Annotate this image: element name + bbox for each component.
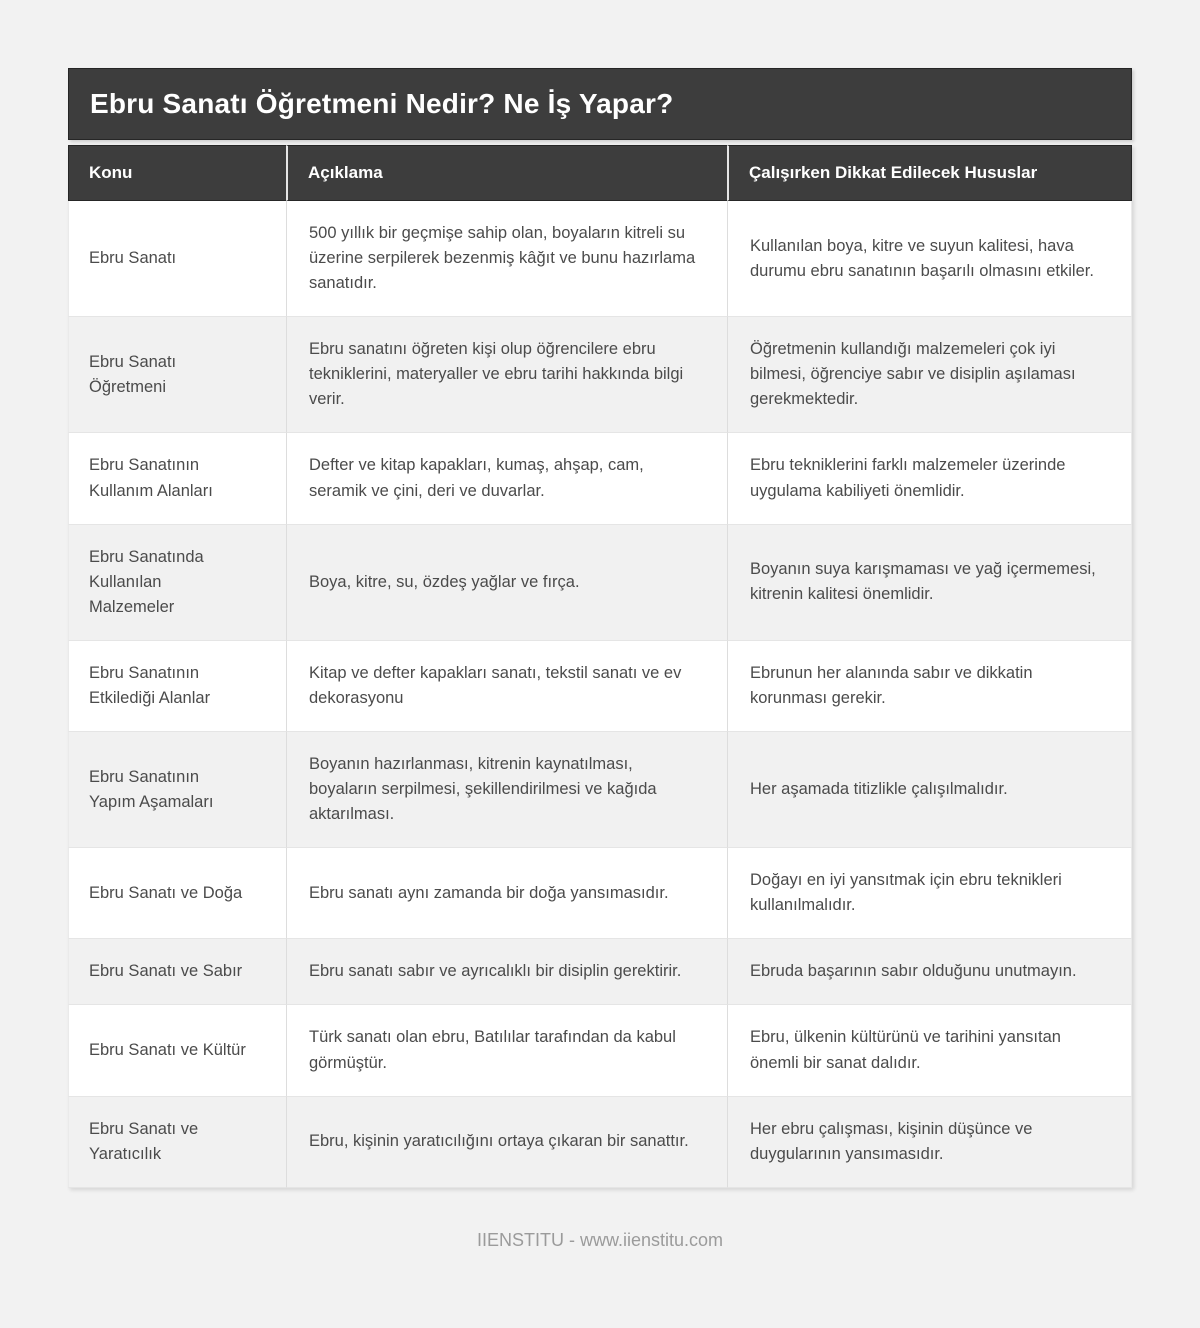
- cell-aciklama: Boya, kitre, su, özdeş yağlar ve fırça.: [286, 524, 727, 640]
- column-header-aciklama: Açıklama: [286, 145, 727, 201]
- cell-aciklama: Ebru sanatını öğreten kişi olup öğrencilere ebru tekniklerini, materyaller ve ebru tarihi hakkında bilgi verir.: [286, 316, 727, 432]
- cell-aciklama: Boyanın hazırlanması, kitrenin kaynatılması, boyaların serpilmesi, şekillendirilmesi ve kağıda aktarılması.: [286, 731, 727, 847]
- table-row: [68, 640, 1132, 731]
- header-row: [68, 145, 1132, 201]
- table-body: [68, 201, 1132, 1188]
- table-row: [68, 201, 1132, 316]
- cell-aciklama: Ebru sanatı aynı zamanda bir doğa yansımasıdır.: [286, 847, 727, 938]
- document: [68, 0, 1132, 1251]
- cell-konu: Ebru Sanatı ve Yaratıcılık: [68, 1096, 286, 1188]
- cell-konu: Ebru Sanatı ve Kültür: [68, 1004, 286, 1095]
- cell-hususlar: Ebrunun her alanında sabır ve dikkatin korunması gerekir.: [727, 640, 1132, 731]
- cell-hususlar: Doğayı en iyi yansıtmak için ebru teknikleri kullanılmalıdır.: [727, 847, 1132, 938]
- cell-hususlar: Her aşamada titizlikle çalışılmalıdır.: [727, 731, 1132, 847]
- cell-hususlar: Boyanın suya karışmaması ve yağ içermemesi, kitrenin kalitesi önemlidir.: [727, 524, 1132, 640]
- cell-konu: Ebru Sanatının Yapım Aşamaları: [68, 731, 286, 847]
- table-row: [68, 847, 1132, 938]
- cell-hususlar: Her ebru çalışması, kişinin düşünce ve duygularının yansımasıdır.: [727, 1096, 1132, 1188]
- cell-konu: Ebru Sanatı ve Doğa: [68, 847, 286, 938]
- table-row: [68, 316, 1132, 432]
- cell-hususlar: Ebruda başarının sabır olduğunu unutmayın.: [727, 938, 1132, 1004]
- cell-aciklama: Ebru, kişinin yaratıcılığını ortaya çıkaran bir sanattır.: [286, 1096, 727, 1188]
- cell-hususlar: Ebru tekniklerini farklı malzemeler üzerinde uygulama kabiliyeti önemlidir.: [727, 432, 1132, 523]
- table-header: [68, 145, 1132, 201]
- cell-konu: Ebru Sanatının Etkilediği Alanlar: [68, 640, 286, 731]
- cell-hususlar: Öğretmenin kullandığı malzemeleri çok iyi bilmesi, öğrenciye sabır ve disiplin aşılaması gerekmektedir.: [727, 316, 1132, 432]
- cell-konu: Ebru Sanatı: [68, 201, 286, 316]
- table-row: [68, 938, 1132, 1004]
- cell-hususlar: Kullanılan boya, kitre ve suyun kalitesi, hava durumu ebru sanatının başarılı olmasını etkiler.: [727, 201, 1132, 316]
- cell-aciklama: 500 yıllık bir geçmişe sahip olan, boyaların kitreli su üzerine serpilerek bezenmiş kâğıt ve bunu hazırlama sanatıdır.: [286, 201, 727, 316]
- table-row: [68, 432, 1132, 523]
- cell-aciklama: Ebru sanatı sabır ve ayrıcalıklı bir disiplin gerektirir.: [286, 938, 727, 1004]
- cell-aciklama: Defter ve kitap kapakları, kumaş, ahşap, cam, seramik ve çini, deri ve duvarlar.: [286, 432, 727, 523]
- column-header-konu: Konu: [68, 145, 286, 201]
- cell-konu: Ebru Sanatı Öğretmeni: [68, 316, 286, 432]
- cell-aciklama: Türk sanatı olan ebru, Batılılar tarafından da kabul görmüştür.: [286, 1004, 727, 1095]
- cell-konu: Ebru Sanatı ve Sabır: [68, 938, 286, 1004]
- cell-konu: Ebru Sanatının Kullanım Alanları: [68, 432, 286, 523]
- table-row: [68, 731, 1132, 847]
- cell-hususlar: Ebru, ülkenin kültürünü ve tarihini yansıtan önemli bir sanat dalıdır.: [727, 1004, 1132, 1095]
- table-row: [68, 1004, 1132, 1095]
- page-title: Ebru Sanatı Öğretmeni Nedir? Ne İş Yapar?: [90, 88, 674, 119]
- table-row: [68, 524, 1132, 640]
- table-row: [68, 1096, 1132, 1188]
- cell-aciklama: Kitap ve defter kapakları sanatı, tekstil sanatı ve ev dekorasyonu: [286, 640, 727, 731]
- info-table: [68, 145, 1132, 1188]
- cell-konu: Ebru Sanatında Kullanılan Malzemeler: [68, 524, 286, 640]
- title-bar: [68, 68, 1132, 140]
- column-header-hususlar: Çalışırken Dikkat Edilecek Hususlar: [727, 145, 1132, 201]
- footer-credit: IIENSTITU - www.iienstitu.com: [476, 1229, 724, 1250]
